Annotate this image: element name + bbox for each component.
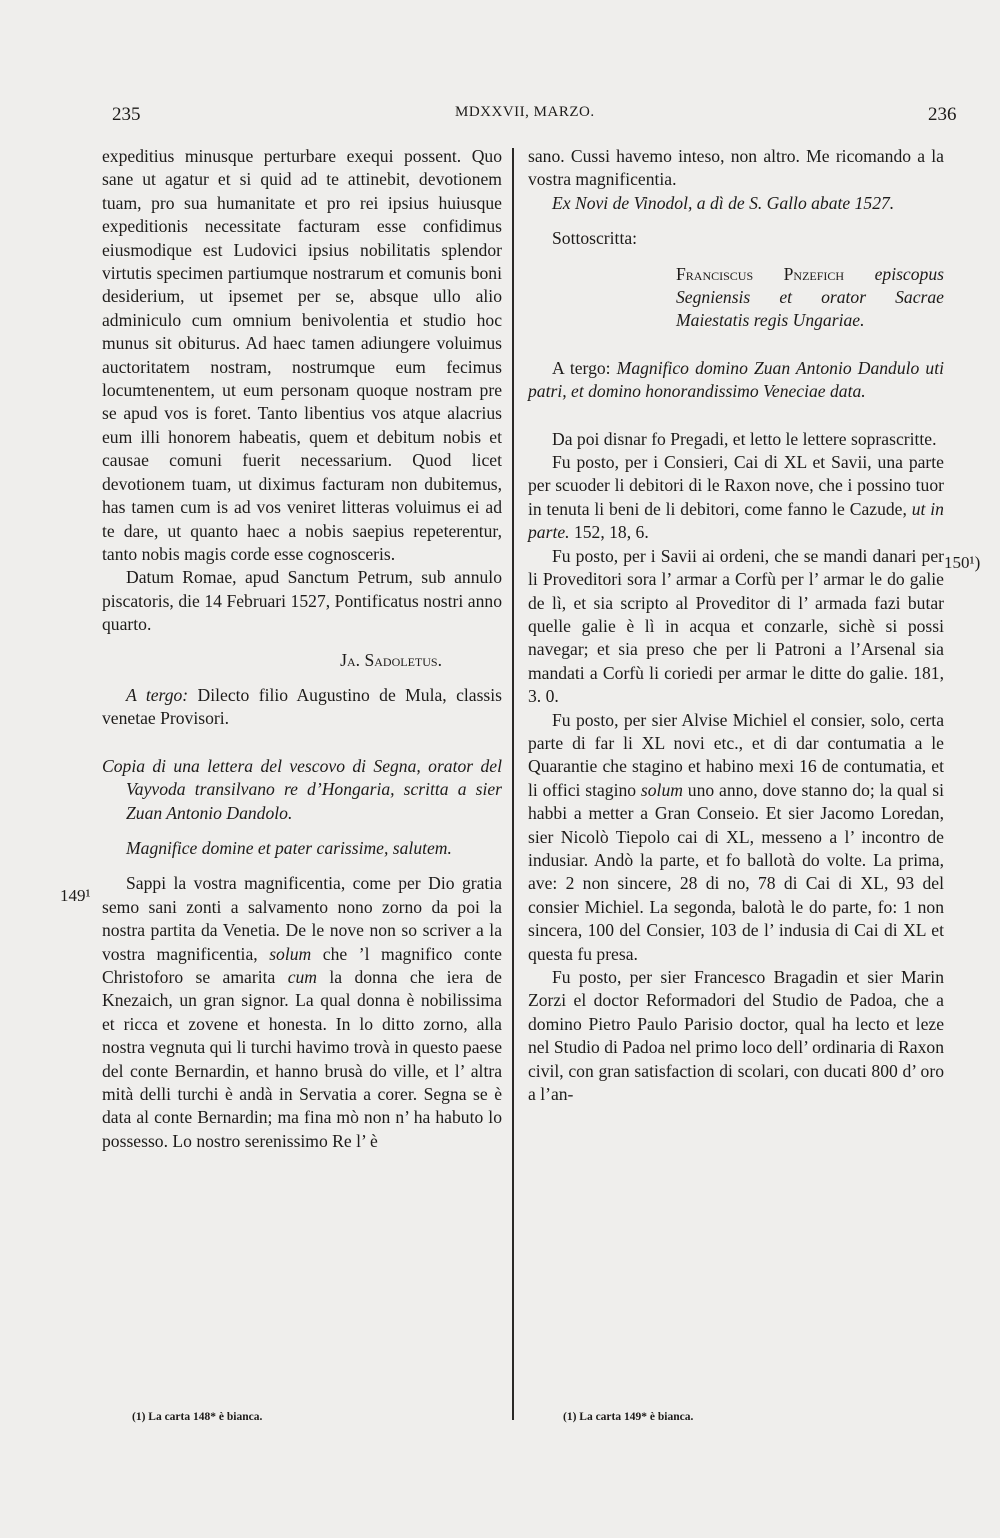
- italic-run: solum: [640, 779, 683, 800]
- margin-note-right: 150¹): [944, 553, 981, 572]
- paragraph: expeditius minusque perturbare exequi possent. Quo sane ut agatur et si quid ad te attinebit, devotionem tuam, pro sua humanitate et pro rei ipsius huiusque expeditionis necessitate facturam esse confidimus eiusmodique est Ludovici ipsius nobilitatis splendor virtutis specimen partiumque nostrarum et comunis boni desiderium, ut ipsemet per se, absque ullo alio adminiculo cum omnium benivolentia et studio hoc munus sit obiturus. Ad haec tamen adiungere voluimus auctoritatem nostram, nostrumque eum fecimus locumtenentem, ut eum personam quoque nostram pre se apud vos is foret. Tanto libentius vos atque alacrius eum illi honorem habeatis, quem et debitum nobis et causae comuni fuerit necessarium. Quod licet devotionem tuam, ut diximus facturam non dubitemus, has tamen cum is ad vos veniret litteras voluimus ei ad te dare, ut quanto haec a nobis saepius repeterentur, tanto nobis magis corde esse cognosceris.: [102, 146, 502, 564]
- paragraph: sano. Cussi havemo inteso, non altro. Me ricomando a la vostra magnificentia.: [528, 146, 944, 190]
- text-run: uno anno, dove stanno do; la qual si habbi a metter a Gran Conseio. Et sier Jacomo Loredan, sier Nicolò Tiepolo cai di XL, messeno a l’ incontro de indusiar. Andò la parte, et fo ballotà do volte. La prima, ave: 2 non sincere, 28 di no, 78 di Cai di XL, 93 del consier Michiel. La segonda, balotà le do parte, fo: 1 non sincera, 100 del Consier, 103 de l’ indusia di Cai di XL et questa fu presa.: [528, 779, 945, 964]
- tergo-label: A tergo:: [552, 357, 611, 378]
- signature-block: [528, 263, 944, 333]
- footnote-right: (1) La carta 149* è bianca.: [563, 1411, 694, 1423]
- text-run: Sappi la vostra magnificentia, come per Dio gratia semo sani zonti a salvamento nono zorno da poi la nostra partita da Venetia. De le nove non so scriver a la vostra magnificentia,: [102, 873, 502, 964]
- signer: Ja. Sadoletus.: [340, 649, 442, 670]
- signature-title: episcopus Segniensis et orator Sacrae Maiestatis regis Ungariae.: [676, 263, 944, 331]
- dateline: Ex Novi de Vinodol, a dì de S. Gallo abate 1527.: [552, 192, 895, 213]
- italic-run: ut in parte.: [528, 498, 944, 543]
- italic-run: solum: [269, 943, 312, 964]
- tergo-label: A tergo:: [126, 684, 189, 705]
- running-head: MDXXVII, MARZO.: [455, 104, 595, 120]
- salutation: Magnifice domine et pater carissime, salutem.: [126, 837, 452, 858]
- left-column: [102, 145, 502, 1153]
- column-divider: [512, 148, 514, 1420]
- italic-run: cum: [287, 967, 317, 987]
- dating-clause: Datum Romae, apud Sanctum Petrum, sub annulo piscatoris, die 14 Februari 1527, Pontificatus nostri anno quarto.: [102, 567, 502, 635]
- paragraph: Fu posto, per sier Francesco Bragadin et sier Marin Zorzi el doctor Reformadori del Studio de Padoa, che a domino Pietro Paulo Parisio doctor, qual ha lecto et leze nel Studio di Padoa nel primo loco dell’ ordinaria di Raxon civil, con gran satisfaction di scolari, con ducati 800 d’ oro a l’an-: [528, 967, 944, 1105]
- sottoscritta-label: Sottoscritta:: [552, 228, 638, 249]
- text-run: Fu posto, per sier Alvise Michiel el consier, solo, certa parte di far li XL novi etc., et di dar contumatia a le Quarantie che stagino et habino mexi 16 de contumatia, et li offici stagino: [528, 709, 944, 800]
- text-run: che ’l magnifico conte Christoforo se amarita: [102, 943, 502, 987]
- text-run: la donna che iera de Knezaich, un gran signor. La qual donna è nobilissima et ricca et zovene et honesta. In lo ditto zorno, alla nostra vegnuta qui li turchi havimo trovà in questo paese del conte Bernardin, et hanno brusà do ville, et l’ altra mità delli turchi è andà in Servatia a corer. Segna se è data al conte Bernardin; ma fina mò non n’ ha habuto lo possesso. Lo nostro serenissimo Re l’ è: [102, 967, 502, 1151]
- margin-note-left: 149¹: [60, 886, 91, 905]
- tergo-address: [102, 684, 502, 731]
- text-run: 152, 18, 6.: [569, 522, 649, 543]
- paragraph: [528, 709, 944, 966]
- paragraph: Da poi disnar fo Pregadi, et letto le lettere soprascritte.: [552, 428, 937, 449]
- letter-title: Copia di una lettera del vescovo di Segna, orator del Vayvoda transilvano re d’Hongaria, scritta a sier Zuan Antonio Dandolo.: [102, 755, 502, 823]
- letter-body: [102, 872, 502, 1153]
- page-number-left: 235: [112, 104, 141, 125]
- signature-name: Franciscus Pnzefich: [676, 263, 845, 284]
- tergo-text: Magnifico domino Zuan Antonio Dandulo uti patri, et domino honorandissimo Veneciae data.: [528, 357, 944, 402]
- page-number-right: 236: [928, 104, 957, 125]
- paragraph: [528, 451, 944, 545]
- tergo-address: [528, 357, 944, 404]
- right-column: [528, 145, 944, 1106]
- paragraph: Fu posto, per i Savii ai ordeni, che se mandi danari per li Proveditori sora l’ armar a Corfù per l’ armar le do galie de lì, et sia scripto al Proveditor di l’ armada fazi butar quelle galie è lì in acqua et conzarle, sichè si possi navegar; et sia preso che per li Patroni a l’Arsenal sia mandati a Corfù li coriedi per armar le ditte do galie. 181, 3. 0.: [528, 545, 944, 707]
- tergo-text: Dilecto filio Augustino de Mula, classis venetae Provisori.: [102, 684, 503, 729]
- text-run: Fu posto, per i Consieri, Cai di XL et Savii, una parte per scuoder li debitori di le Raxon nove, che i possino tuor in tenuta li beni de li debitori, come fanno le Cazude,: [528, 452, 944, 519]
- footnote-left: (1) La carta 148* è bianca.: [132, 1411, 263, 1423]
